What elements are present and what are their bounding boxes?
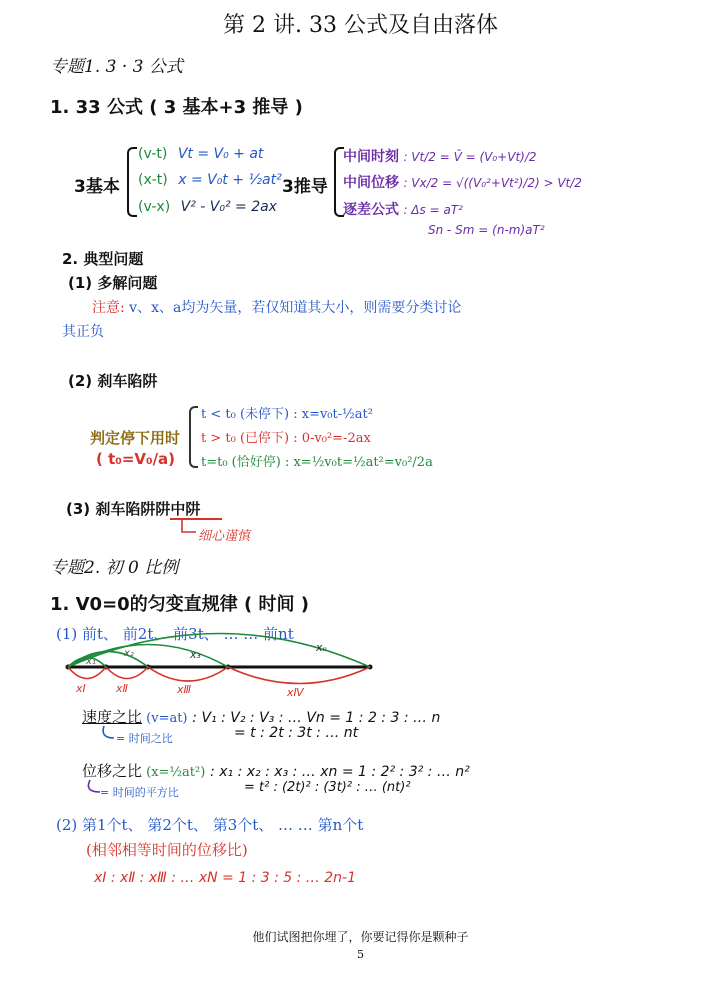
- derived-name: 中间位移: [343, 175, 399, 191]
- basic-tag: (v-x): [138, 199, 171, 215]
- speed-ratio-line: [82, 706, 440, 727]
- q3-note: 细心谨慎: [198, 529, 251, 544]
- derived-formula: : Vx/2 = √((V₀²+Vt²)/2) > Vt/2: [403, 176, 582, 190]
- basic-row-1: [138, 146, 263, 162]
- disp-ratio-cond: (x=½at²): [142, 765, 206, 780]
- part-2-formula: xⅠ : xⅡ : xⅢ : … xN = 1 : 3 : 5 : … 2n-1: [94, 870, 356, 886]
- part-1-heading: (1) 前t、 前2t、 前3t、 … … 前nt: [56, 625, 294, 643]
- basic-tag: (x-t): [138, 172, 168, 188]
- derived-row-1: [343, 146, 537, 166]
- brake-label: 判定停下用时: [90, 429, 181, 447]
- basic-row-2: [138, 172, 282, 188]
- brake-row-3: t=t₀ (恰好停) : x=½v₀t=½at²=v₀²/2a: [201, 455, 433, 470]
- page-title: 第 2 讲. 33 公式及自由落体: [223, 13, 498, 38]
- basic-tag: (v-t): [138, 146, 168, 162]
- basic-formula: V² - V₀² = 2ax: [180, 199, 277, 215]
- disp-ratio-label: 位移之比: [82, 762, 143, 780]
- red-label-3: xⅢ: [177, 683, 192, 696]
- red-label-2: xⅡ: [116, 682, 128, 695]
- question-1-heading: (1) 多解问题: [68, 274, 158, 292]
- question-3-heading: (3) 刹车陷阱阱中阱: [66, 500, 201, 518]
- red-label-4: xⅣ: [287, 686, 304, 699]
- basic-formula: x = V₀t + ½at²: [178, 172, 282, 188]
- derived-formula: : Δs = aT²: [403, 203, 463, 217]
- speed-ratio-formula: : V₁ : V₂ : V₃ : … Vn = 1 : 2 : 3 : … n: [192, 710, 441, 726]
- red-label-1: xⅠ: [76, 682, 86, 695]
- q3-underline: [170, 518, 222, 520]
- derived-label: 3推导: [282, 177, 328, 197]
- brake-row-2: t > t₀ (已停下) : 0-v₀²=-2ax: [201, 431, 371, 446]
- section-2-heading: 2. 典型问题: [62, 250, 144, 268]
- speed-note-2: = t : 2t : 3t : … nt: [234, 725, 359, 741]
- basic-formula: Vt = V₀ + at: [177, 146, 264, 162]
- topic-1-heading: 专题1. 3 · 3 公式: [50, 57, 183, 77]
- brake-bracket: [189, 406, 198, 468]
- basic-label: 3基本: [74, 177, 120, 197]
- derived-name: 逐差公式: [343, 202, 399, 218]
- question-2-heading: (2) 刹车陷阱: [68, 372, 158, 390]
- basic-row-3: [138, 199, 277, 215]
- part-2-heading: (2) 第1个t、 第2个t、 第3个t、 … … 第n个t: [56, 816, 364, 834]
- footer-quote: 他们试图把你埋了，你要记得你是颗种子: [252, 930, 469, 944]
- derived-name: 中间时刻: [343, 149, 399, 165]
- part-2-sub: (相邻相等时间的位移比): [86, 841, 248, 859]
- basic-bracket: [127, 147, 137, 217]
- note-text-continued: 其正负: [62, 324, 104, 340]
- green-label-1: x₁: [86, 656, 96, 667]
- disp-ratio-formula: : x₁ : x₂ : x₃ : … xn = 1 : 2² : 3² : … n²: [210, 764, 470, 780]
- speed-ratio-label: 速度之比: [82, 708, 143, 726]
- derived-row-3: [343, 199, 463, 219]
- derived-extra: Sn - Sm = (n-m)aT²: [428, 223, 545, 237]
- disp-ratio-line: [82, 760, 470, 781]
- disp-note: = 时间的平方比: [100, 786, 179, 799]
- speed-note: = 时间之比: [116, 732, 173, 745]
- note-line: [92, 297, 461, 317]
- green-label-2: x₂: [124, 648, 134, 659]
- derived-row-2: [343, 172, 582, 192]
- disp-note-2: = t² : (2t)² : (3t)² : … (nt)²: [244, 780, 411, 795]
- section-3-heading: 1. V0=0的匀变直规律 ( 时间 ): [50, 594, 309, 615]
- green-label-3: x₃: [190, 648, 201, 661]
- speed-ratio-cond: (v=at): [142, 711, 188, 726]
- brake-row-1: t < t₀ (未停下) : x=v₀t-½at²: [201, 407, 373, 422]
- note-label: 注意:: [92, 300, 125, 316]
- derived-formula: : Vt/2 = V̄ = (V₀+Vt)/2: [403, 150, 537, 164]
- topic-2-heading: 专题2. 初 0 比例: [50, 558, 179, 578]
- green-label-n: xₙ: [316, 641, 327, 654]
- page-number: 5: [357, 948, 364, 961]
- section-1-heading: 1. 33 公式 ( 3 基本+3 推导 ): [50, 97, 303, 118]
- note-text: v、x、a均为矢量，若仅知道其大小，则需要分类讨论: [124, 300, 462, 316]
- brake-sub: ( t₀=V₀/a): [96, 450, 176, 468]
